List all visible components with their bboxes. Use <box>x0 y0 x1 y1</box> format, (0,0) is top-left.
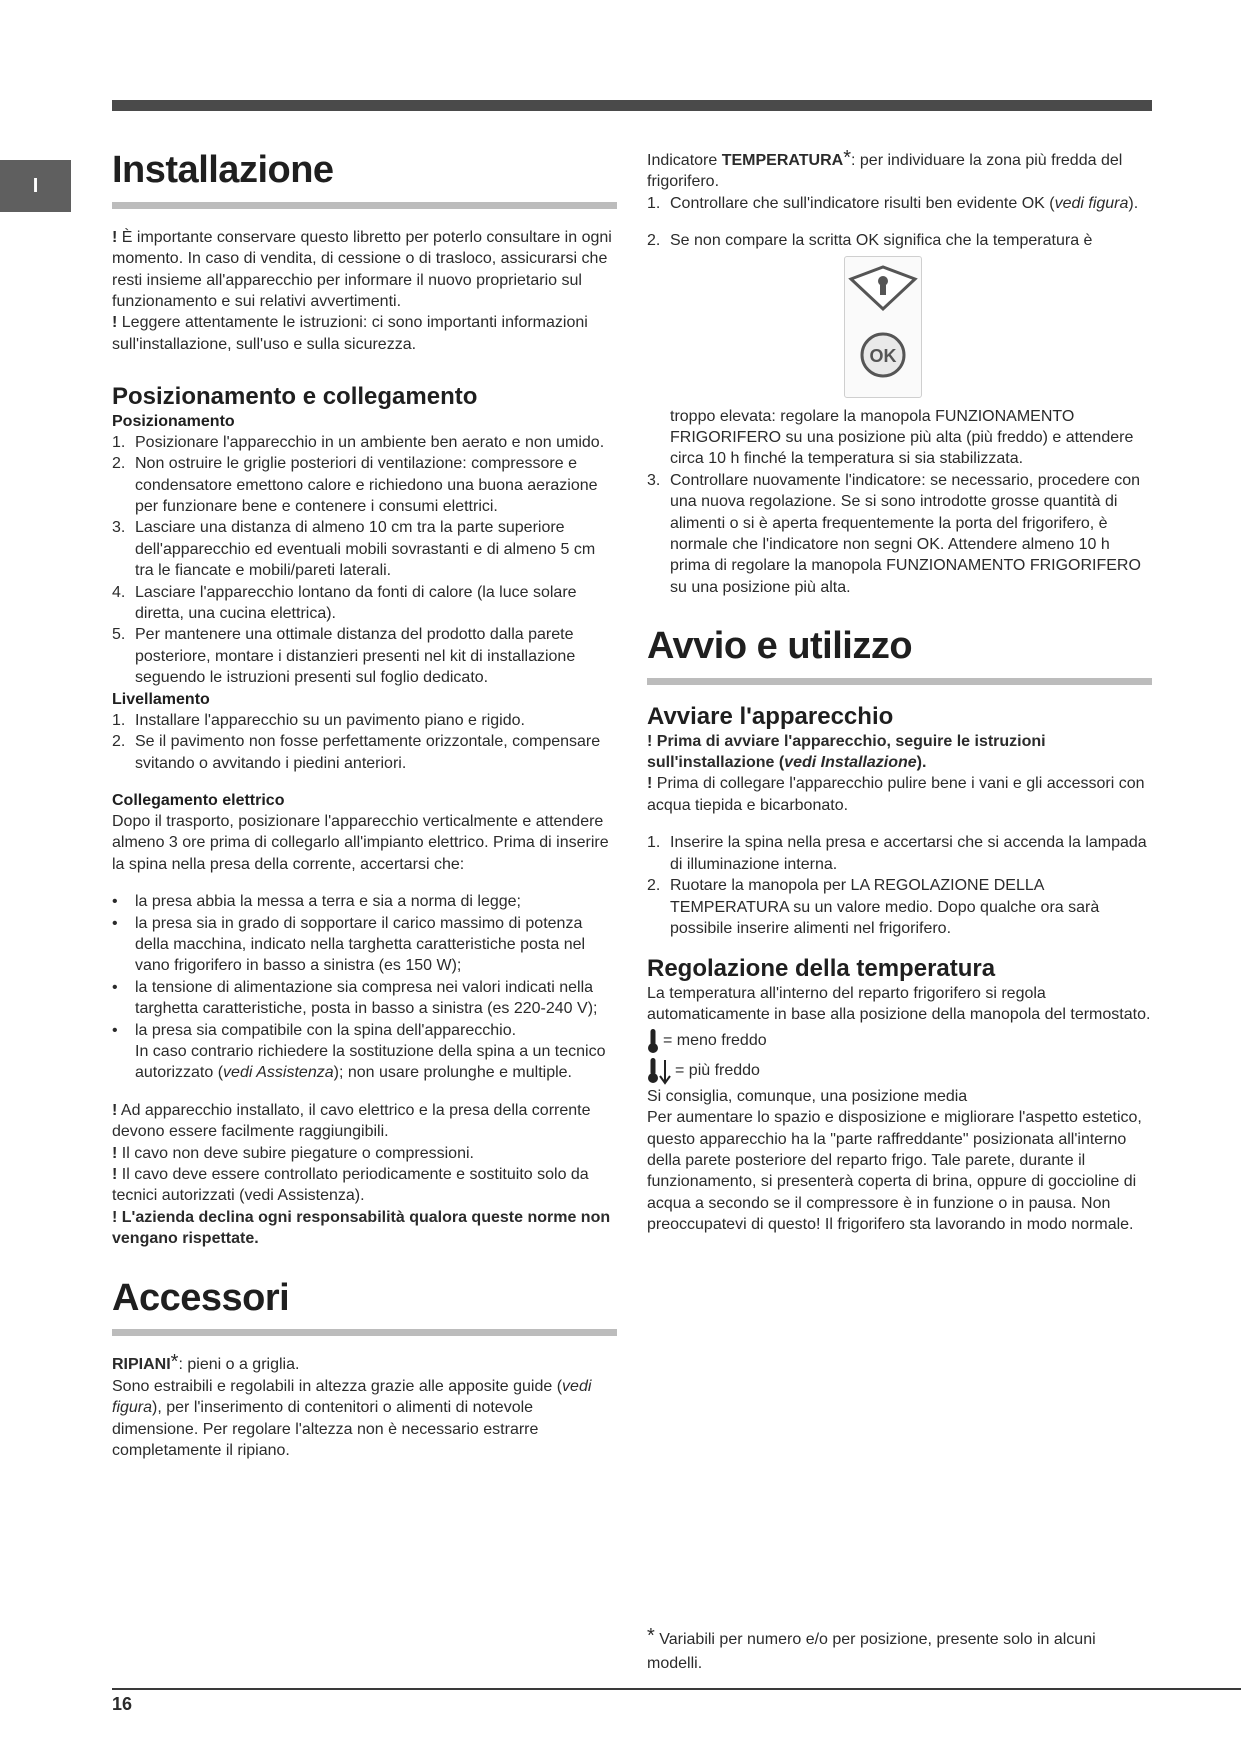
indicatore-heading: Indicatore TEMPERATURA*: per individuare la zona più fredda del frigorifero. <box>647 147 1123 191</box>
electric-checklist <box>112 891 617 1084</box>
list-item: 2. Se il pavimento non fosse perfettamente orizzontale, compensare svitando o avvitando i piedini anteriori. <box>112 733 601 772</box>
avviare-list <box>647 832 1152 939</box>
language-tab: I <box>0 160 71 212</box>
list-item: • la tensione di alimentazione sia compresa nei valori indicati nella targhetta caratteristiche, posta in basso a sinistra (es 220-240 V); <box>112 978 598 1018</box>
list-item: 1. Posizionare l'apparecchio in un ambiente ben aerato e non umido. <box>112 433 605 451</box>
list-item: 1. Inserire la spina nella presa e accertarsi che si accenda la lampada di illuminazione interna. <box>647 834 1147 873</box>
list-item: 5. Per mantenere una ottimale distanza del prodotto dalla parete posteriore, montare i distanzieri presenti nel kit di installazione seguendo le istruzioni presenti sul foglio dedicato. <box>112 626 576 687</box>
temperature-indicator-figure <box>844 256 922 398</box>
avviare-text: ! Prima di collegare l'apparecchio pulire bene i vani e gli accessori con acqua tiepida e bicarbonato. <box>647 775 1145 814</box>
list-item: 2. Non ostruire le griglie posteriori di ventilazione: compressore e condensatore emettono calore e richiedono una buona aerazione per funzionare bene e contenere i consumi elettrici. <box>112 455 598 516</box>
livellamento-subtitle: Livellamento <box>112 690 210 708</box>
list-item: 2. Ruotare la manopola per LA REGOLAZIONE DELLA TEMPERATURA su un valore medio. Dopo qualche ora sarà possibile inserire alimenti nel frigorifero. <box>647 877 1100 937</box>
intro-paragraph-2: ! Leggere attentamente le istruzioni: ci sono importanti informazioni sull'installazione, sull'uso e sulla sicurezza. <box>112 314 588 353</box>
thermometer-icon <box>647 1028 659 1054</box>
ripiani-heading: RIPIANI*: pieni o a griglia. <box>112 1351 300 1374</box>
regolazione-text-3: Per aumentare lo spazio e disposizione e migliorare l'aspetto estetico, questo apparecchio ha la "parte raffreddante" posizionata all'interno della parete posteriore del reparto frigo. Tale parete, durante il funzionamento, si presenterà coperta di brina, oppure di goccioline di acqua a secondo se il compressore è in funzione o in pausa. Non preoccupatevi di questo! Il frigorifero sta lavorando in modo normale. <box>647 1109 1142 1234</box>
regolazione-text-2: Si consiglia, comunque, una posizione media <box>647 1087 968 1105</box>
section-rule <box>647 678 1152 685</box>
list-item: 4. Lasciare l'apparecchio lontano da fonti di calore (la luce solare diretta, una cucina elettrica). <box>112 583 577 623</box>
regolazione-text: La temperatura all'interno del reparto frigorifero si regola automaticamente in base alla posizione della manopola del termostato. <box>647 984 1151 1024</box>
posizionamento-list <box>112 432 617 689</box>
ripiani-description: Sono estraibili e regolabili in altezza grazie alle apposite guide (vedi figura), per l'inserimento di contenitori o alimenti di notevole dimensione. Per regolare l'altezza non è necessario estrarre completamente il ripiano. <box>112 1377 592 1460</box>
indicator-illustration <box>845 257 921 397</box>
meno-freddo-row: = meno freddo <box>647 1026 1152 1056</box>
list-item: 1. Installare l'apparecchio su un pavimento piano e rigido. <box>112 711 525 729</box>
accessori-title: Accessori <box>112 1276 290 1319</box>
list-item: • la presa sia compatibile con la spina dell'apparecchio. In caso contrario richiedere la sostituzione della spina a un tecnico autorizzato (vedi Assistenza); non usare prolunghe e multiple. <box>112 1021 606 1082</box>
collegamento-text: Dopo il trasporto, posizionare l'apparecchio verticalmente e attendere almeno 3 ore prima di collegarlo all'impianto elettrico. Prima di inserire la spina nella presa della corrente, accertarsi che: <box>112 812 609 873</box>
avvio-utilizzo-title: Avvio e utilizzo <box>647 625 913 668</box>
indicatore-list-2 <box>647 230 1152 251</box>
list-item: • la presa abbia la messa a terra e sia a norma di legge; <box>112 893 521 911</box>
section-rule <box>112 202 617 209</box>
top-rule <box>112 100 1152 111</box>
list-item: troppo elevata: regolare la manopola FUNZIONAMENTO FRIGORIFERO su una posizione più alta (più freddo) e attendere circa 10 h finché la temperatura si sia stabilizzata. <box>670 407 1134 468</box>
regolazione-title: Regolazione della temperatura <box>647 955 996 983</box>
list-item: • la presa sia in grado di sopportare il carico massimo di potenza della macchina, indicato nella targhetta caratteristiche posta nel vano frigorifero in basso a sinistra (es 150 W); <box>112 914 586 975</box>
indicatore-list <box>647 193 1152 214</box>
collegamento-elettrico-subtitle: Collegamento elettrico <box>112 791 285 809</box>
avviare-title: Avviare l'apparecchio <box>647 703 894 731</box>
warning-1: ! Ad apparecchio installato, il cavo elettrico e la presa della corrente devono essere facilmente raggiungibili. <box>112 1101 591 1141</box>
section-rule <box>112 1329 617 1336</box>
left-column <box>112 150 617 1461</box>
bottom-rule <box>112 1688 1241 1690</box>
ok-label: OK <box>869 345 897 366</box>
list-item: 3. Lasciare una distanza di almeno 10 cm tra la parte superiore dell'apparecchio ed eventuali mobili sovrastanti e di almeno 5 cm tra le fiancate e mobili/pareti laterali. <box>112 519 596 580</box>
page-number: 16 <box>112 1694 133 1714</box>
indicatore-list-3 <box>647 406 1152 599</box>
piu-freddo-row: = più freddo <box>647 1056 1152 1086</box>
intro-paragraph-1: ! È importante conservare questo libretto per poterlo consultare in ogni momento. In caso di vendita, di cessione o di trasloco, assicurarsi che resti insieme all'apparecchio per informare il nuovo proprietario sul funzionamento e sui relativi avvertimenti. <box>112 228 612 311</box>
footnote: * Variabili per numero e/o per posizione, presente solo in alcuni modelli. <box>647 1625 1096 1672</box>
livellamento-list <box>112 710 617 774</box>
installazione-title: Installazione <box>112 149 334 191</box>
list-item: 3. Controllare nuovamente l'indicatore: se necessario, procedere con una nuova regolazione. Se si sono introdotte grosse quantità di alimenti o si è aperta frequentemente la porta del frigorifero, è normale che l'indicatore non segni OK. Attendere almeno 10 h prima di regolare la manopola FUNZIONAMENTO FRIGORIFERO su una posizione più alta. <box>647 471 1141 596</box>
list-item: 1. Controllare che sull'indicatore risulti ben evidente OK (vedi figura). <box>647 194 1139 212</box>
warning-3: ! Il cavo deve essere controllato periodicamente e sostituito solo da tecnici autorizzati (vedi Assistenza). <box>112 1166 589 1205</box>
posizionamento-collegamento-title: Posizionamento e collegamento <box>112 383 478 411</box>
warning-4: ! L'azienda declina ogni responsabilità qualora queste norme non vengano rispettate. <box>112 1208 611 1248</box>
avviare-warning: ! Prima di avviare l'apparecchio, seguire le istruzioni sull'installazione (vedi Installazione). <box>647 732 1046 772</box>
warning-2: ! Il cavo non deve subire piegature o compressioni. <box>112 1144 474 1162</box>
thermometer-down-icon <box>647 1057 671 1085</box>
posizionamento-subtitle: Posizionamento <box>112 412 235 430</box>
list-item: 2. Se non compare la scritta OK significa che la temperatura è <box>647 232 1093 250</box>
right-column <box>647 147 1152 1236</box>
